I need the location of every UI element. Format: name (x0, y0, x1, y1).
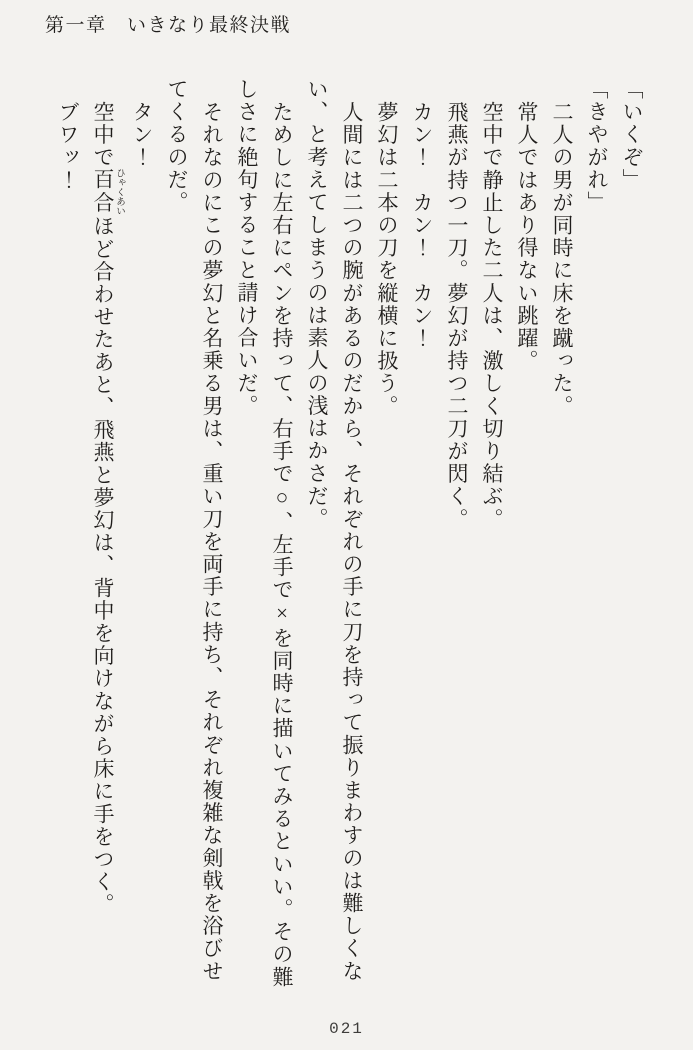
text-column-4: 常人ではあり得ない跳躍。 (515, 100, 539, 372)
text-column-7: カン！ カン！ カン！ (410, 100, 434, 350)
text-column-10: い、と考えてしまうのは素人の浅はかさだ。 (305, 78, 329, 530)
text-column-16: 空中で百合 ひゃくあいほど合わせたあと、飛燕と夢幻は、背中を向けながら床に手をつく。 (91, 100, 124, 916)
text-column-5: 空中で静止した二人は、激しく切り結ぶ。 (480, 100, 504, 530)
text-column-15: タン！ (130, 100, 154, 169)
text-column-6: 飛燕が持つ一刀。夢幻が持つ二刀が閃く。 (445, 100, 469, 530)
text-column-3: 二人の男が同時に床を蹴った。 (550, 100, 574, 417)
chapter-header: 第一章 いきなり最終決戦 (45, 15, 292, 36)
text-column-13: それなのにこの夢幻と名乗る男は、重い刀を両手に持ち、それぞれ複雑な剣戟を浴びせ (200, 100, 224, 982)
text-column-17: ブワッ！ (56, 100, 80, 191)
text-column-14: てくるのだ。 (165, 78, 189, 214)
text-column-2: 「きやがれ」 (585, 78, 609, 214)
text-column-9: 人間には二つの腕があるのだから、それぞれの手に刀を持って振りまわすのは難しくな (340, 100, 364, 982)
text-column-8: 夢幻は二本の刀を縦横に扱う。 (375, 100, 399, 417)
text-column-12: しさに絶句すること請け合いだ。 (235, 78, 259, 417)
ruby-annotated-word: 百合 ひゃくあい (91, 167, 124, 216)
text-column-1: 「いくぞ」 (620, 78, 644, 191)
text-column-11: ためしに左右にペンを持って、右手で○、左手で×を同時に描いてみるといい。その難 (270, 100, 294, 988)
page-number: 021 (329, 1020, 364, 1038)
body-text-block (50, 78, 649, 990)
